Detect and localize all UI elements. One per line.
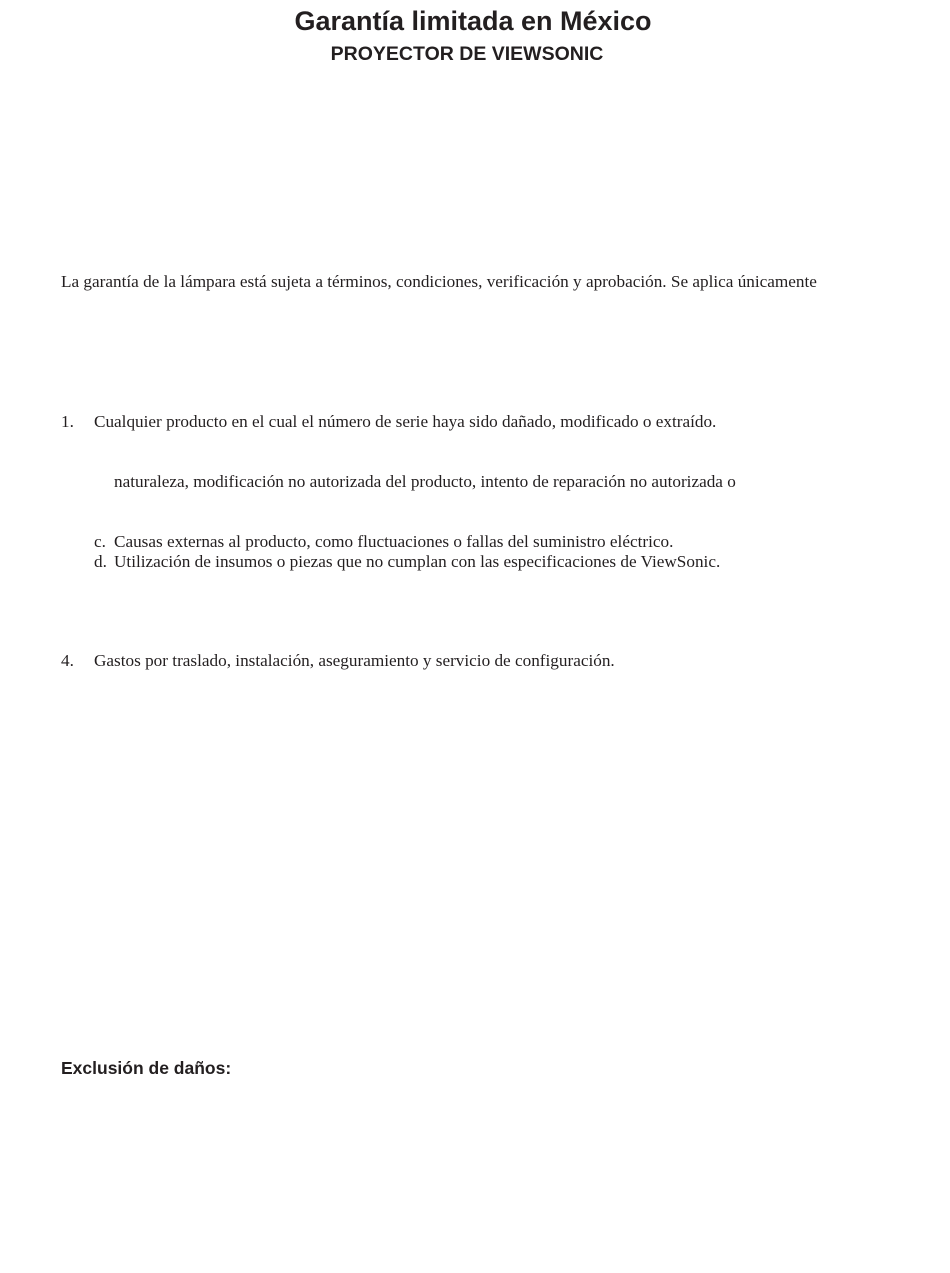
list-item-2b-continuation: naturaleza, modificación no autorizada del producto, intento de reparación no autorizada o	[114, 472, 736, 491]
list-item-1-number: 1.	[61, 412, 74, 431]
list-item-4-text: Gastos por traslado, instalación, aseguramiento y servicio de configuración.	[94, 651, 615, 670]
list-item-2d-letter: d.	[94, 552, 107, 571]
damages-exclusion-heading: Exclusión de daños:	[61, 1058, 232, 1078]
list-item-2c-letter: c.	[94, 532, 106, 551]
document-title: Garantía limitada en México	[294, 6, 652, 36]
lamp-warranty-paragraph: La garantía de la lámpara está sujeta a términos, condiciones, verificación y aprobación. Se aplica únicamente	[61, 272, 817, 291]
list-item-4-number: 4.	[61, 651, 74, 670]
list-item-2c-text: Causas externas al producto, como fluctuaciones o fallas del suministro eléctrico.	[114, 532, 674, 551]
list-item-1-text: Cualquier producto en el cual el número de serie haya sido dañado, modificado o extraído.	[94, 412, 717, 431]
document-subtitle: PROYECTOR DE VIEWSONIC	[330, 43, 604, 65]
list-item-2d-text: Utilización de insumos o piezas que no cumplan con las especificaciones de ViewSonic.	[114, 552, 721, 571]
